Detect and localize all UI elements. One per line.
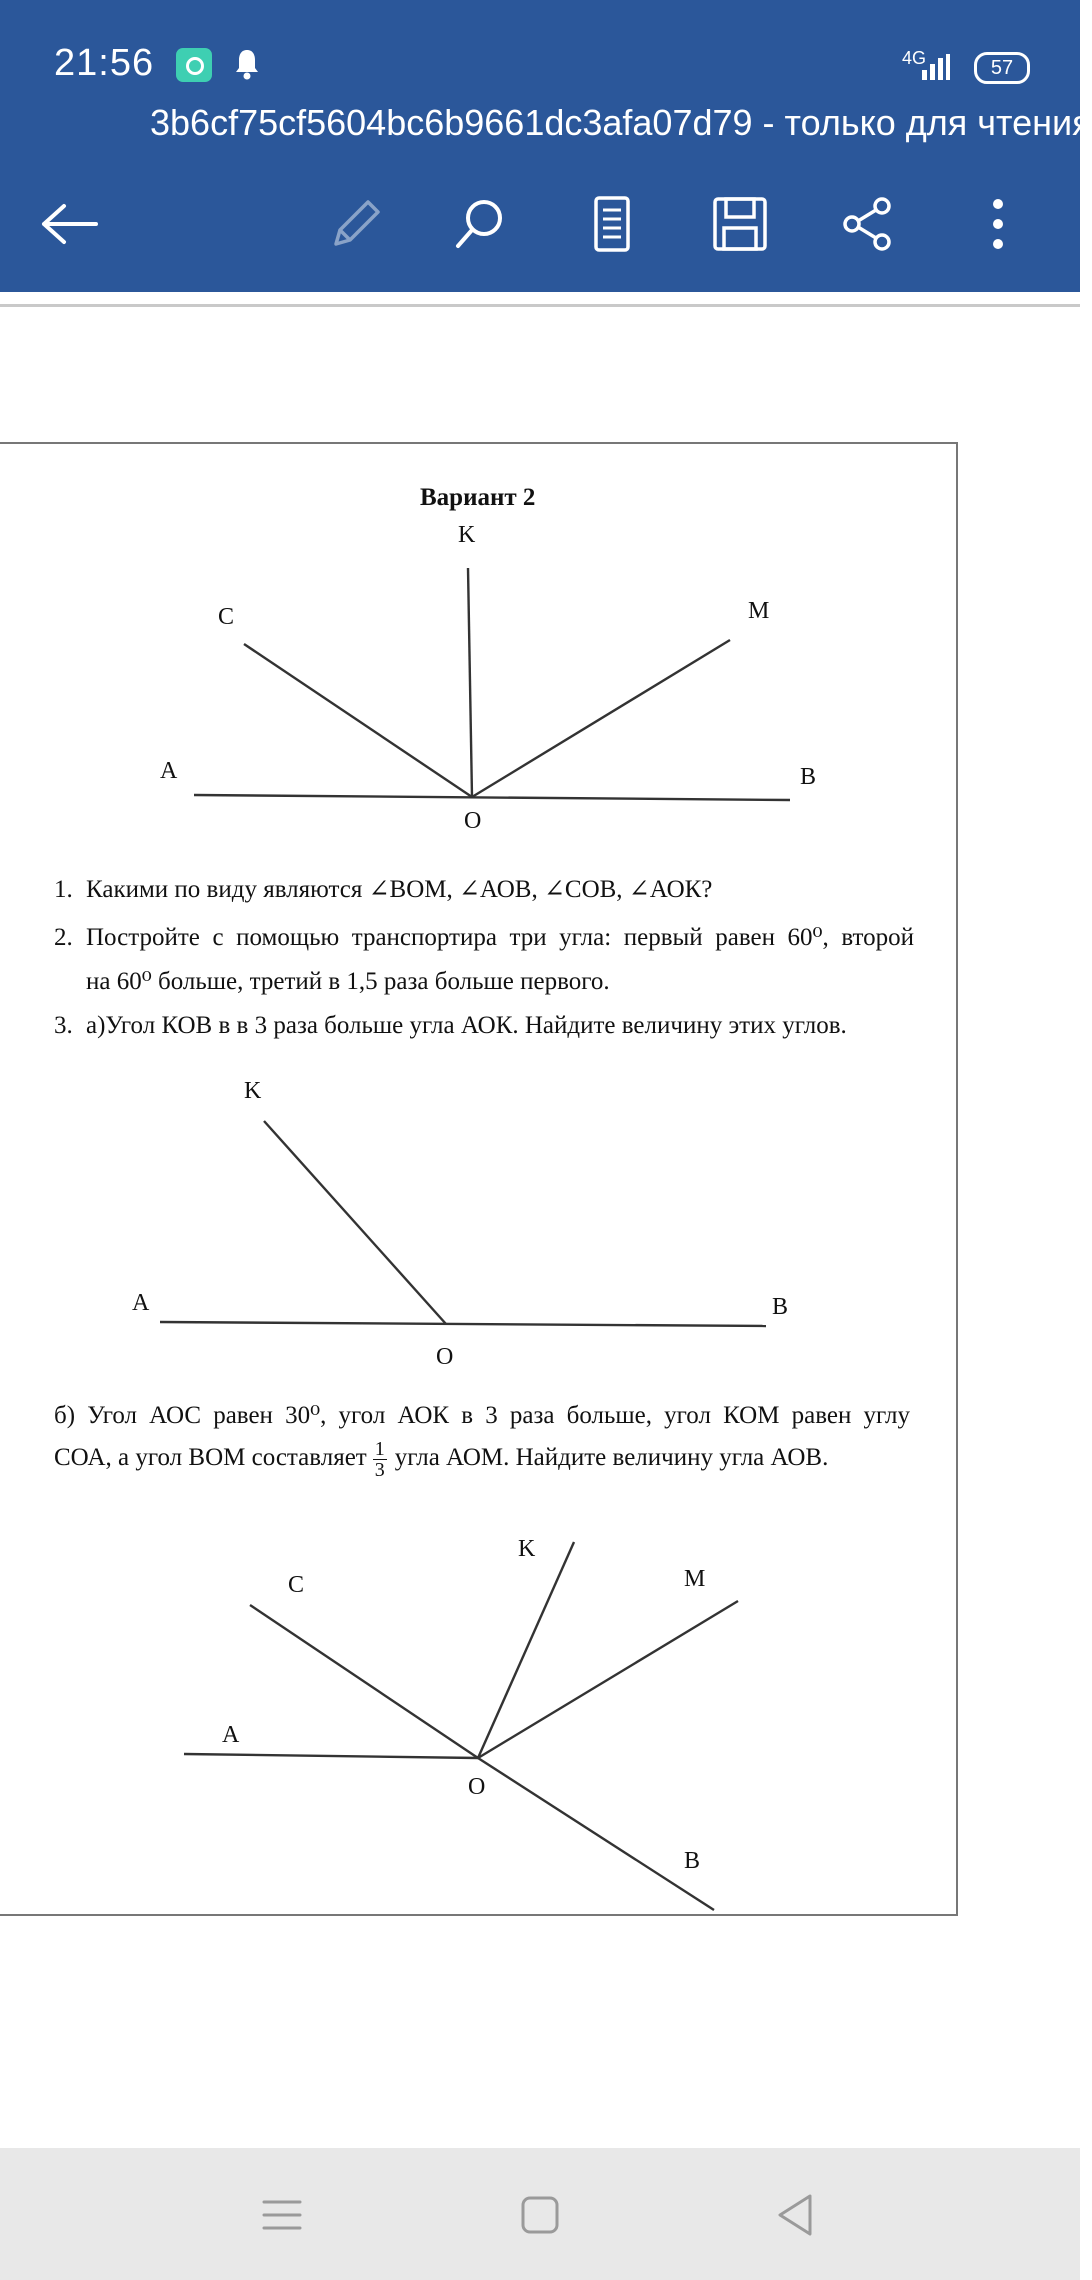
fig3-label-m: M — [684, 1566, 706, 1592]
fig1-label-b: B — [800, 764, 817, 790]
home-icon — [510, 2190, 570, 2240]
status-time: 21:56 — [54, 42, 155, 84]
fig1-label-k: K — [458, 522, 476, 548]
fig3-label-c: C — [288, 1572, 305, 1598]
question-3b: б) Угол АОС равен 30⁰, угол АОК в 3 раза больше, угол КОМ равен углу СОА, а угол ВОМ составляет $\frac{1}{3}$ угла АОМ. Найдите величину угла АОВ. — [54, 1402, 910, 1481]
fig1-label-a: A — [160, 758, 178, 784]
fig3-label-a: A — [222, 1722, 240, 1748]
fig1-label-m: M — [748, 598, 770, 624]
back-nav-button[interactable] — [766, 2190, 826, 2240]
fig1-label-c: C — [218, 604, 235, 630]
fig2-label-b: B — [772, 1294, 789, 1320]
variant-title: Вариант 2 — [420, 484, 536, 511]
question-2: 2. Постройте с помощью транспортира три угла: первый равен 60⁰, второй на 60⁰ больше, третий в 1,5 раза больше первого. — [54, 924, 914, 995]
network-type: 4G — [902, 48, 927, 68]
fig2-label-o: O — [436, 1344, 454, 1370]
recent-apps-icon — [252, 2190, 312, 2240]
home-button[interactable] — [510, 2190, 570, 2240]
fig2-label-k: K — [244, 1078, 262, 1104]
fig3-label-o: O — [468, 1774, 486, 1800]
fig3-label-k: K — [518, 1536, 536, 1562]
fig1-label-o: O — [464, 808, 482, 834]
back-nav-icon — [766, 2190, 826, 2240]
fig2-label-a: A — [132, 1290, 150, 1316]
recent-apps-button[interactable] — [252, 2190, 312, 2240]
battery-indicator: 57 — [974, 52, 1030, 84]
fig3-label-b: B — [684, 1848, 701, 1874]
document-title: 3b6cf75cf5604bc6b9661dc3afa07d79 - только для чтения — [150, 102, 1092, 143]
